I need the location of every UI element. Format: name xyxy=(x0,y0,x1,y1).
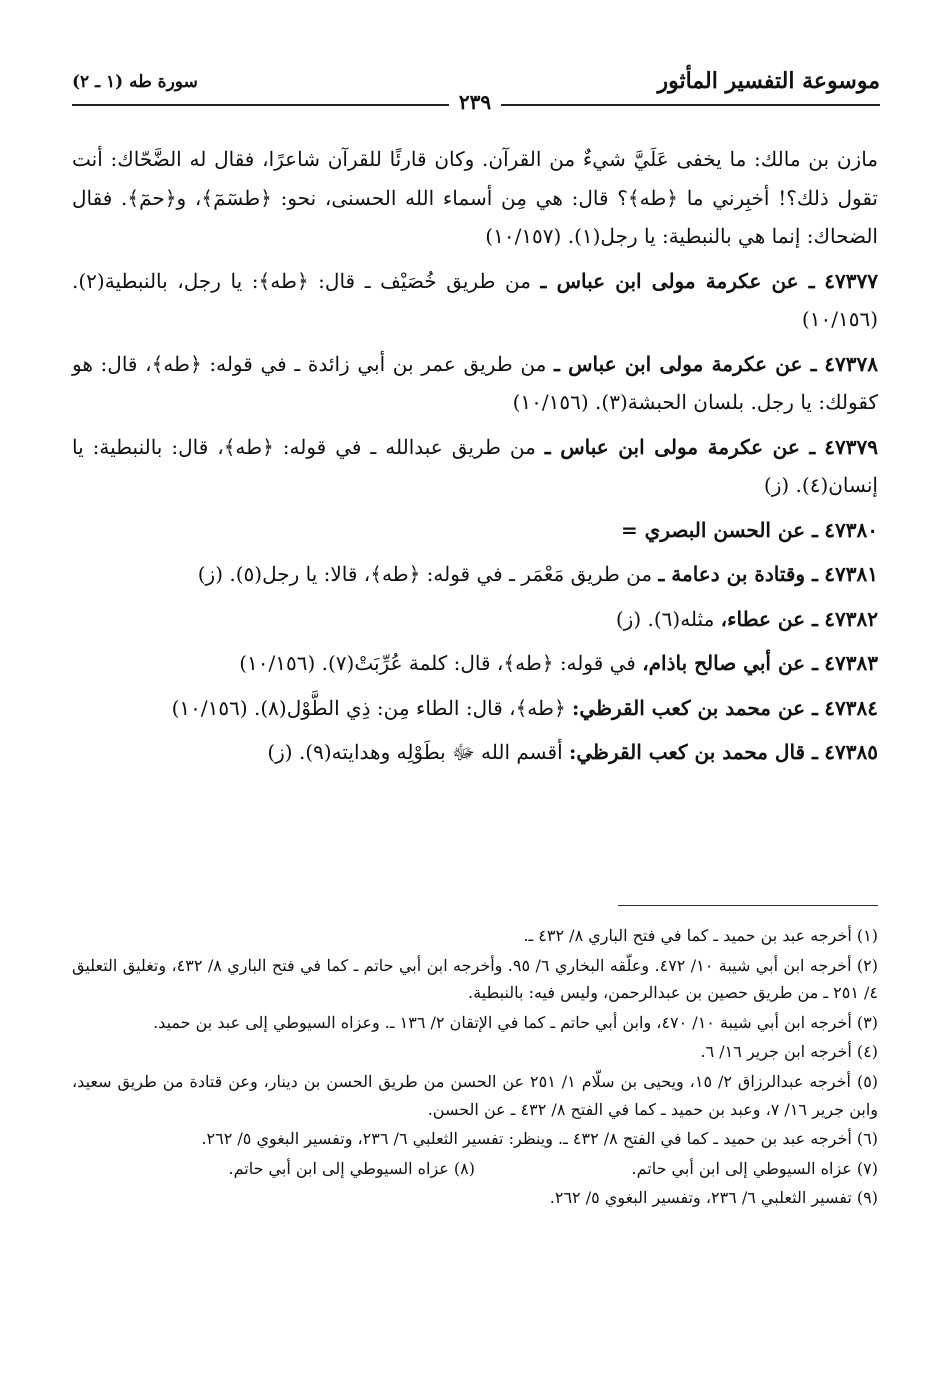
entry-number: ٤٧٣٨٢ xyxy=(824,606,878,631)
entry-narrator: ـ قال محمد بن كعب القرظي: xyxy=(569,740,818,764)
footnote-separator xyxy=(618,905,878,906)
footnote: (٤) أخرجه ابن جرير ١٦/ ٦. xyxy=(700,1042,878,1062)
page-number-wrap xyxy=(0,90,950,114)
entry-text: مازن بن مالك: ما يخفى عَلَيَّ شيءٌ من القرآن. وكان قارئًا للقرآن شاعرًا، فقال له الضَّحّاك: أنت تقول ذلك؟! أخبِرني ما ﴿طه﴾؟ قال: هي مِن أسماء الله الحسنى، نحو: ﴿طسٓمٓ﴾، و﴿حمٓ﴾. فقال الضحاك: إنما هي بالنبطية: يا رجل(١). (١٠/١٥٧) xyxy=(72,147,878,248)
entry-narrator: ـ عن عطاء، xyxy=(720,606,818,631)
entry-narrator: ـ عن الحسن البصري = xyxy=(620,517,818,542)
entry-text: من طريق مَعْمَر ـ في قوله: ﴿طه﴾، قالا: يا رجل(٥). (ز) xyxy=(197,562,653,586)
entry-number: ٤٧٣٨٥ xyxy=(824,740,878,764)
footnote: (٩) تفسير الثعلبي ٦/ ٢٣٦، وتفسير البغوي ٥/ ٢٦٢. xyxy=(549,1188,878,1208)
running-title: موسوعة التفسير المأثور xyxy=(657,68,880,94)
entry-narrator: ـ وقتادة بن دعامة ـ xyxy=(658,562,818,586)
entry-narrator: ـ عن عكرمة مولى ابن عباس ـ xyxy=(553,351,817,376)
main-text xyxy=(72,140,878,772)
entry-number: ٤٧٣٨٤ xyxy=(824,695,878,720)
entry xyxy=(72,345,878,422)
entry xyxy=(72,262,878,339)
footnote: (٧) عزاه السيوطي إلى ابن أبي حاتم. xyxy=(631,1158,878,1178)
entry xyxy=(72,428,878,505)
entry-number: ٤٧٣٧٧ xyxy=(824,268,878,293)
entry xyxy=(72,644,878,683)
entry-narrator: ـ عن عكرمة مولى ابن عباس ـ xyxy=(544,434,816,459)
footnote: (٣) أخرجه ابن أبي شيبة ١٠/ ٤٧٠، وابن أبي حاتم ـ كما في الإتقان ٢/ ١٣٦ ـ. وعزاه السيوطي إلى عبد بن حميد. xyxy=(153,1012,878,1032)
entry xyxy=(72,689,878,728)
entry xyxy=(72,600,878,639)
entry-number: ٤٧٣٨٠ xyxy=(824,517,878,542)
footnote: (٨) عزاه السيوطي إلى ابن أبي حاتم. xyxy=(228,1158,475,1178)
entry-narrator: ـ عن عكرمة مولى ابن عباس ـ xyxy=(540,268,815,293)
entry-number: ٤٧٣٨١ xyxy=(824,562,878,586)
entry-number: ٤٧٣٧٨ xyxy=(824,351,879,376)
entry-continuation xyxy=(72,140,878,256)
entry xyxy=(72,511,878,550)
entry-narrator: ـ عن أبي صالح باذام، xyxy=(642,651,818,675)
page-number: ٢٣٩ xyxy=(449,90,501,114)
entry-text: مثله(٦). (ز) xyxy=(615,606,715,631)
surah-title: سورة طه (١ ـ ٢) xyxy=(72,72,198,92)
entry-text: في قوله: ﴿طه﴾، قال: كلمة عُرِّبَتْ(٧). (١٠/١٥٦) xyxy=(239,651,636,675)
footnote: (١) أخرجه عبد بن حميد ـ كما في فتح الباري ٨/ ٤٣٢ ـ. xyxy=(523,926,878,945)
entry-text: من طريق خُصَيْف ـ قال: ﴿طه﴾: يا رجل، بالنبطية(٢). (١٠/١٥٦) xyxy=(72,268,878,331)
footnote: (٢) أخرجه ابن أبي شيبة ١٠/ ٤٧٢. وعلّقه البخاري ٦/ ٩٥. وأخرجه ابن أبي حاتم ـ كما في فتح الباري ٨/ ٤٣٢، وتغليق التعليق ٤/ ٢٥١ ـ من طريق حصين بن عبدالرحمن، وليس فيه: بالنبطية. xyxy=(72,955,879,1003)
entry-text: من طريق عبدالله ـ في قوله: ﴿طه﴾، قال: بالنبطية: يا إنسان(٤). (ز) xyxy=(72,434,878,497)
entry-text: من طريق عمر بن أبي زائدة ـ في قوله: ﴿طه﴾، قال: هو كقولك: يا رجل. بلسان الحبشة(٣). (١٠/١٥٦) xyxy=(72,351,878,414)
footnote: (٥) أخرجه عبدالرزاق ٢/ ١٥، ويحيى بن سلّام ١/ ٢٥١ عن الحسن من طريق الحسن بن دينار، وعن قتادة من طريق سعيد، وابن جرير ١٦/ ٧، وعبد بن حميد ـ كما في الفتح ٨/ ٤٣٢ ـ عن الحسن. xyxy=(72,1071,879,1119)
footnote-pair xyxy=(72,1155,878,1183)
entry xyxy=(72,733,878,772)
entry-number: ٤٧٣٨٣ xyxy=(824,651,878,675)
entry-text: أقسم الله ﷻ بطَوْلِه وهدايته(٩). (ز) xyxy=(267,740,563,764)
entry-narrator: ـ عن محمد بن كعب القرظي: xyxy=(572,695,818,720)
footnote: (٦) أخرجه عبد بن حميد ـ كما في الفتح ٨/ ٤٣٢ ـ. وينظر: تفسير الثعلبي ٦/ ٢٣٦، وتفسير البغوي ٥/ ٢٦٢. xyxy=(201,1129,878,1149)
entry-number: ٤٧٣٧٩ xyxy=(824,434,878,459)
footnotes xyxy=(72,922,878,1214)
entry-text: ﴿طه﴾، قال: الطاء مِن: ذِي الطَّوْل(٨). (١٠/١٥٦) xyxy=(171,695,566,720)
entry xyxy=(72,555,878,594)
